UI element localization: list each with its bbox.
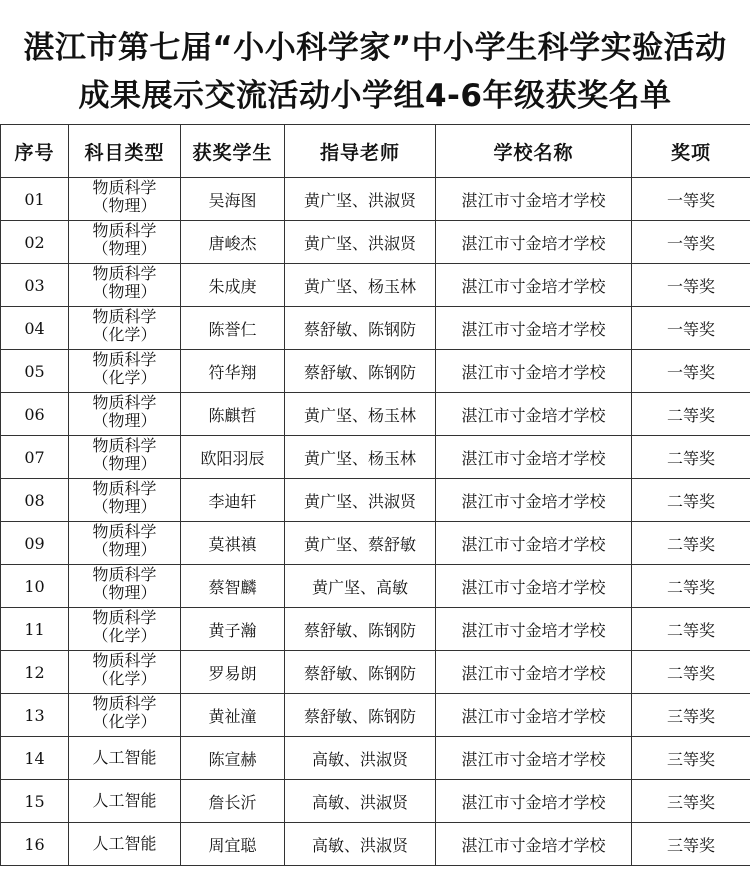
- subject-text: [69, 652, 180, 692]
- cell-student: 李迪轩: [181, 479, 285, 522]
- cell-subject: [69, 823, 181, 866]
- cell-award: 二等奖: [632, 565, 750, 608]
- subject-text: [69, 222, 180, 262]
- cell-student: 黄子瀚: [181, 608, 285, 651]
- subject-line1: 物质科学: [92, 179, 157, 197]
- cell-teacher: 高敏、洪淑贤: [285, 780, 436, 823]
- table-row: [1, 608, 750, 651]
- cell-award: 二等奖: [632, 479, 750, 522]
- cell-award: 一等奖: [632, 350, 750, 393]
- table-row: [1, 221, 750, 264]
- table-row: [1, 694, 750, 737]
- table-row: [1, 307, 750, 350]
- cell-award: 三等奖: [632, 694, 750, 737]
- cell-subject: [69, 393, 181, 436]
- cell-subject: [69, 264, 181, 307]
- cell-subject: [69, 694, 181, 737]
- cell-award: 三等奖: [632, 823, 750, 866]
- cell-student: 詹长沂: [181, 780, 285, 823]
- winners-table: [0, 124, 750, 866]
- cell-teacher: 蔡舒敏、陈钢防: [285, 651, 436, 694]
- cell-seq: 11: [1, 608, 69, 651]
- cell-award: 一等奖: [632, 221, 750, 264]
- cell-teacher: 黄广坚、杨玉林: [285, 393, 436, 436]
- header-award: 奖项: [632, 125, 750, 178]
- subject-line1: 人工智能: [92, 834, 157, 853]
- table-row: [1, 780, 750, 823]
- subject-line1: 人工智能: [92, 791, 157, 810]
- subject-text: [69, 437, 180, 477]
- table-row: [1, 737, 750, 780]
- table-row: [1, 350, 750, 393]
- cell-seq: 16: [1, 823, 69, 866]
- cell-teacher: 蔡舒敏、陈钢防: [285, 608, 436, 651]
- cell-subject: [69, 522, 181, 565]
- subject-line2: （化学）: [92, 626, 157, 645]
- cell-teacher: 蔡舒敏、陈钢防: [285, 694, 436, 737]
- cell-school: 湛江市寸金培才学校: [436, 651, 632, 694]
- table-row: [1, 522, 750, 565]
- header-student: 获奖学生: [181, 125, 285, 178]
- cell-seq: 03: [1, 264, 69, 307]
- cell-teacher: 黄广坚、洪淑贤: [285, 178, 436, 221]
- subject-line1: 人工智能: [92, 748, 157, 767]
- cell-student: 陈宣赫: [181, 737, 285, 780]
- subject-line1: 物质科学: [92, 222, 157, 240]
- cell-student: 朱成庚: [181, 264, 285, 307]
- cell-award: 三等奖: [632, 737, 750, 780]
- cell-school: 湛江市寸金培才学校: [436, 565, 632, 608]
- cell-seq: 15: [1, 780, 69, 823]
- cell-subject: [69, 178, 181, 221]
- cell-student: 陈誉仁: [181, 307, 285, 350]
- cell-subject: [69, 479, 181, 522]
- cell-teacher: 黄广坚、洪淑贤: [285, 479, 436, 522]
- cell-teacher: 黄广坚、蔡舒敏: [285, 522, 436, 565]
- cell-seq: 02: [1, 221, 69, 264]
- cell-teacher: 蔡舒敏、陈钢防: [285, 307, 436, 350]
- cell-teacher: 黄广坚、杨玉林: [285, 436, 436, 479]
- cell-subject: [69, 221, 181, 264]
- table-row: [1, 264, 750, 307]
- cell-award: 三等奖: [632, 780, 750, 823]
- subject-line2: （物理）: [92, 497, 157, 516]
- cell-seq: 01: [1, 178, 69, 221]
- subject-line1: 物质科学: [92, 695, 157, 713]
- subject-text: [69, 695, 180, 735]
- subject-text: [69, 265, 180, 305]
- cell-student: 欧阳羽辰: [181, 436, 285, 479]
- cell-teacher: 高敏、洪淑贤: [285, 823, 436, 866]
- subject-text: [69, 738, 180, 778]
- cell-school: 湛江市寸金培才学校: [436, 522, 632, 565]
- subject-text: [69, 351, 180, 391]
- subject-text: [69, 824, 180, 864]
- cell-award: 二等奖: [632, 436, 750, 479]
- cell-subject: [69, 737, 181, 780]
- cell-subject: [69, 651, 181, 694]
- header-teacher: 指导老师: [285, 125, 436, 178]
- subject-line2: （化学）: [92, 669, 157, 688]
- subject-text: [69, 609, 180, 649]
- cell-school: 湛江市寸金培才学校: [436, 479, 632, 522]
- subject-line1: 物质科学: [92, 308, 157, 326]
- document-title-line2: 成果展示交流活动小学组4-6年级获奖名单: [78, 78, 672, 114]
- cell-student: 吴海图: [181, 178, 285, 221]
- cell-teacher: 黄广坚、杨玉林: [285, 264, 436, 307]
- subject-line2: （物理）: [92, 411, 157, 430]
- subject-line2: （物理）: [92, 583, 157, 602]
- subject-line1: 物质科学: [92, 523, 157, 541]
- subject-line2: （化学）: [92, 368, 157, 387]
- subject-text: [69, 523, 180, 563]
- subject-line1: 物质科学: [92, 480, 157, 498]
- cell-subject: [69, 350, 181, 393]
- subject-line2: （物理）: [92, 282, 157, 301]
- subject-line1: 物质科学: [92, 437, 157, 455]
- cell-subject: [69, 780, 181, 823]
- cell-subject: [69, 436, 181, 479]
- cell-school: 湛江市寸金培才学校: [436, 178, 632, 221]
- header-school: 学校名称: [436, 125, 632, 178]
- table-row: [1, 393, 750, 436]
- cell-award: 二等奖: [632, 522, 750, 565]
- subject-line1: 物质科学: [92, 566, 157, 584]
- cell-student: 黄祉潼: [181, 694, 285, 737]
- cell-award: 一等奖: [632, 178, 750, 221]
- cell-student: 唐峻杰: [181, 221, 285, 264]
- table-row: [1, 178, 750, 221]
- cell-seq: 08: [1, 479, 69, 522]
- cell-seq: 06: [1, 393, 69, 436]
- cell-school: 湛江市寸金培才学校: [436, 350, 632, 393]
- subject-text: [69, 394, 180, 434]
- subject-text: [69, 308, 180, 348]
- cell-teacher: 蔡舒敏、陈钢防: [285, 350, 436, 393]
- cell-student: 陈麒哲: [181, 393, 285, 436]
- document-title-line1: 湛江市第七届“小小科学家”中小学生科学实验活动: [23, 30, 727, 66]
- cell-seq: 13: [1, 694, 69, 737]
- table-row: [1, 823, 750, 866]
- cell-seq: 07: [1, 436, 69, 479]
- cell-student: 符华翔: [181, 350, 285, 393]
- subject-line2: （化学）: [92, 325, 157, 344]
- cell-subject: [69, 565, 181, 608]
- subject-line2: （物理）: [92, 540, 157, 559]
- subject-line1: 物质科学: [92, 394, 157, 412]
- cell-subject: [69, 307, 181, 350]
- cell-student: 周宜聪: [181, 823, 285, 866]
- subject-line2: （物理）: [92, 454, 157, 473]
- table-row: [1, 436, 750, 479]
- subject-line2: （物理）: [92, 196, 157, 215]
- table-header-row: [1, 125, 750, 178]
- cell-award: 二等奖: [632, 651, 750, 694]
- cell-seq: 09: [1, 522, 69, 565]
- cell-seq: 10: [1, 565, 69, 608]
- header-subject: 科目类型: [69, 125, 181, 178]
- cell-school: 湛江市寸金培才学校: [436, 780, 632, 823]
- cell-seq: 14: [1, 737, 69, 780]
- table-row: [1, 651, 750, 694]
- cell-school: 湛江市寸金培才学校: [436, 436, 632, 479]
- cell-seq: 12: [1, 651, 69, 694]
- cell-teacher: 黄广坚、高敏: [285, 565, 436, 608]
- cell-school: 湛江市寸金培才学校: [436, 737, 632, 780]
- cell-school: 湛江市寸金培才学校: [436, 221, 632, 264]
- table-row: [1, 479, 750, 522]
- cell-school: 湛江市寸金培才学校: [436, 264, 632, 307]
- subject-line1: 物质科学: [92, 609, 157, 627]
- cell-seq: 05: [1, 350, 69, 393]
- cell-seq: 04: [1, 307, 69, 350]
- cell-school: 湛江市寸金培才学校: [436, 307, 632, 350]
- cell-school: 湛江市寸金培才学校: [436, 694, 632, 737]
- cell-student: 罗易朗: [181, 651, 285, 694]
- subject-line1: 物质科学: [92, 351, 157, 369]
- subject-line1: 物质科学: [92, 265, 157, 283]
- cell-subject: [69, 608, 181, 651]
- header-seq: 序号: [1, 125, 69, 178]
- subject-text: [69, 480, 180, 520]
- cell-student: 莫祺禛: [181, 522, 285, 565]
- cell-teacher: 高敏、洪淑贤: [285, 737, 436, 780]
- subject-line1: 物质科学: [92, 652, 157, 670]
- cell-school: 湛江市寸金培才学校: [436, 608, 632, 651]
- subject-line2: （化学）: [92, 712, 157, 731]
- cell-school: 湛江市寸金培才学校: [436, 823, 632, 866]
- cell-award: 一等奖: [632, 264, 750, 307]
- subject-text: [69, 781, 180, 821]
- cell-student: 蔡智麟: [181, 565, 285, 608]
- cell-school: 湛江市寸金培才学校: [436, 393, 632, 436]
- cell-teacher: 黄广坚、洪淑贤: [285, 221, 436, 264]
- cell-award: 一等奖: [632, 307, 750, 350]
- table-row: [1, 565, 750, 608]
- cell-award: 二等奖: [632, 393, 750, 436]
- subject-text: [69, 566, 180, 606]
- subject-text: [69, 179, 180, 219]
- subject-line2: （物理）: [92, 239, 157, 258]
- cell-award: 二等奖: [632, 608, 750, 651]
